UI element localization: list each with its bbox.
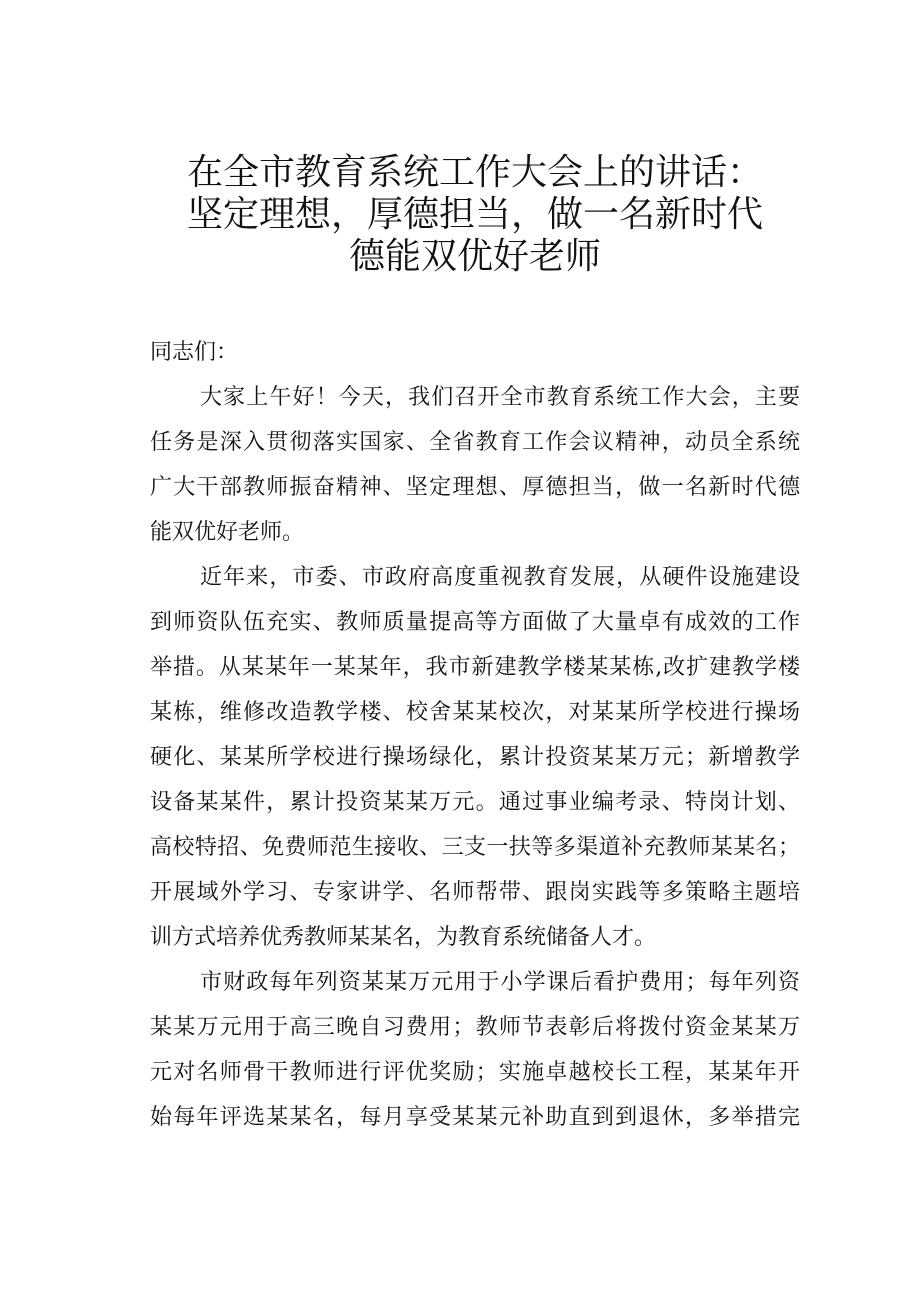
paragraph-line: 近年来，市委、市政府高度重视教育发展，从硬件设施建设	[200, 565, 800, 590]
paragraph	[150, 555, 800, 960]
paragraph-line: 能双优好老师。	[150, 520, 305, 545]
salutation: 同志们：	[150, 340, 239, 365]
paragraph-line: 硬化、某某所学校进行操场绿化，累计投资某某万元；新增教学	[150, 745, 800, 770]
paragraph-line: 某某万元用于高三晚自习费用；教师节表彰后将拨付资金某某万	[150, 1015, 800, 1040]
paragraph-line: 某栋，维修改造教学楼、校舍某某校次，对某某所学校进行操场	[150, 700, 800, 725]
paragraph-line: 始每年评选某某名，每月享受某某元补助直到到退休，多举措完	[150, 1105, 800, 1130]
paragraph-line: 举措。从某某年一某某年，我市新建教学楼某某栋,改扩建教学楼	[150, 655, 800, 680]
title-line: 在全市教育系统工作大会上的讲话：	[186, 152, 763, 193]
paragraph-line: 训方式培养优秀教师某某名，为教育系统储备人才。	[150, 925, 657, 950]
paragraph	[150, 375, 800, 555]
paragraph-line: 高校特招、免费师范生接收、三支一扶等多渠道补充教师某某名；	[150, 835, 800, 860]
document-body	[150, 330, 800, 1140]
paragraph	[150, 960, 800, 1140]
title-line: 坚定理想，厚德担当，做一名新时代	[186, 194, 763, 235]
document-title	[150, 152, 800, 278]
paragraph-line: 开展域外学习、专家讲学、名师帮带、跟岗实践等多策略主题培	[150, 880, 800, 905]
paragraph-line: 大家上午好！今天，我们召开全市教育系统工作大会，主要	[200, 385, 800, 410]
paragraph-line: 元对名师骨干教师进行评优奖励；实施卓越校长工程，某某年开	[150, 1060, 800, 1085]
paragraph-line: 任务是深入贯彻落实国家、全省教育工作会议精神，动员全系统	[150, 430, 800, 455]
paragraph-line: 设备某某件，累计投资某某万元。通过事业编考录、特岗计划、	[150, 790, 800, 815]
paragraph-line: 市财政每年列资某某万元用于小学课后看护费用；每年列资	[200, 970, 800, 995]
title-line: 德能双优好老师	[348, 236, 601, 277]
paragraph-line: 广大干部教师振奋精神、坚定理想、厚德担当，做一名新时代德	[150, 475, 800, 500]
paragraph-line: 到师资队伍充实、教师质量提高等方面做了大量卓有成效的工作	[150, 610, 800, 635]
